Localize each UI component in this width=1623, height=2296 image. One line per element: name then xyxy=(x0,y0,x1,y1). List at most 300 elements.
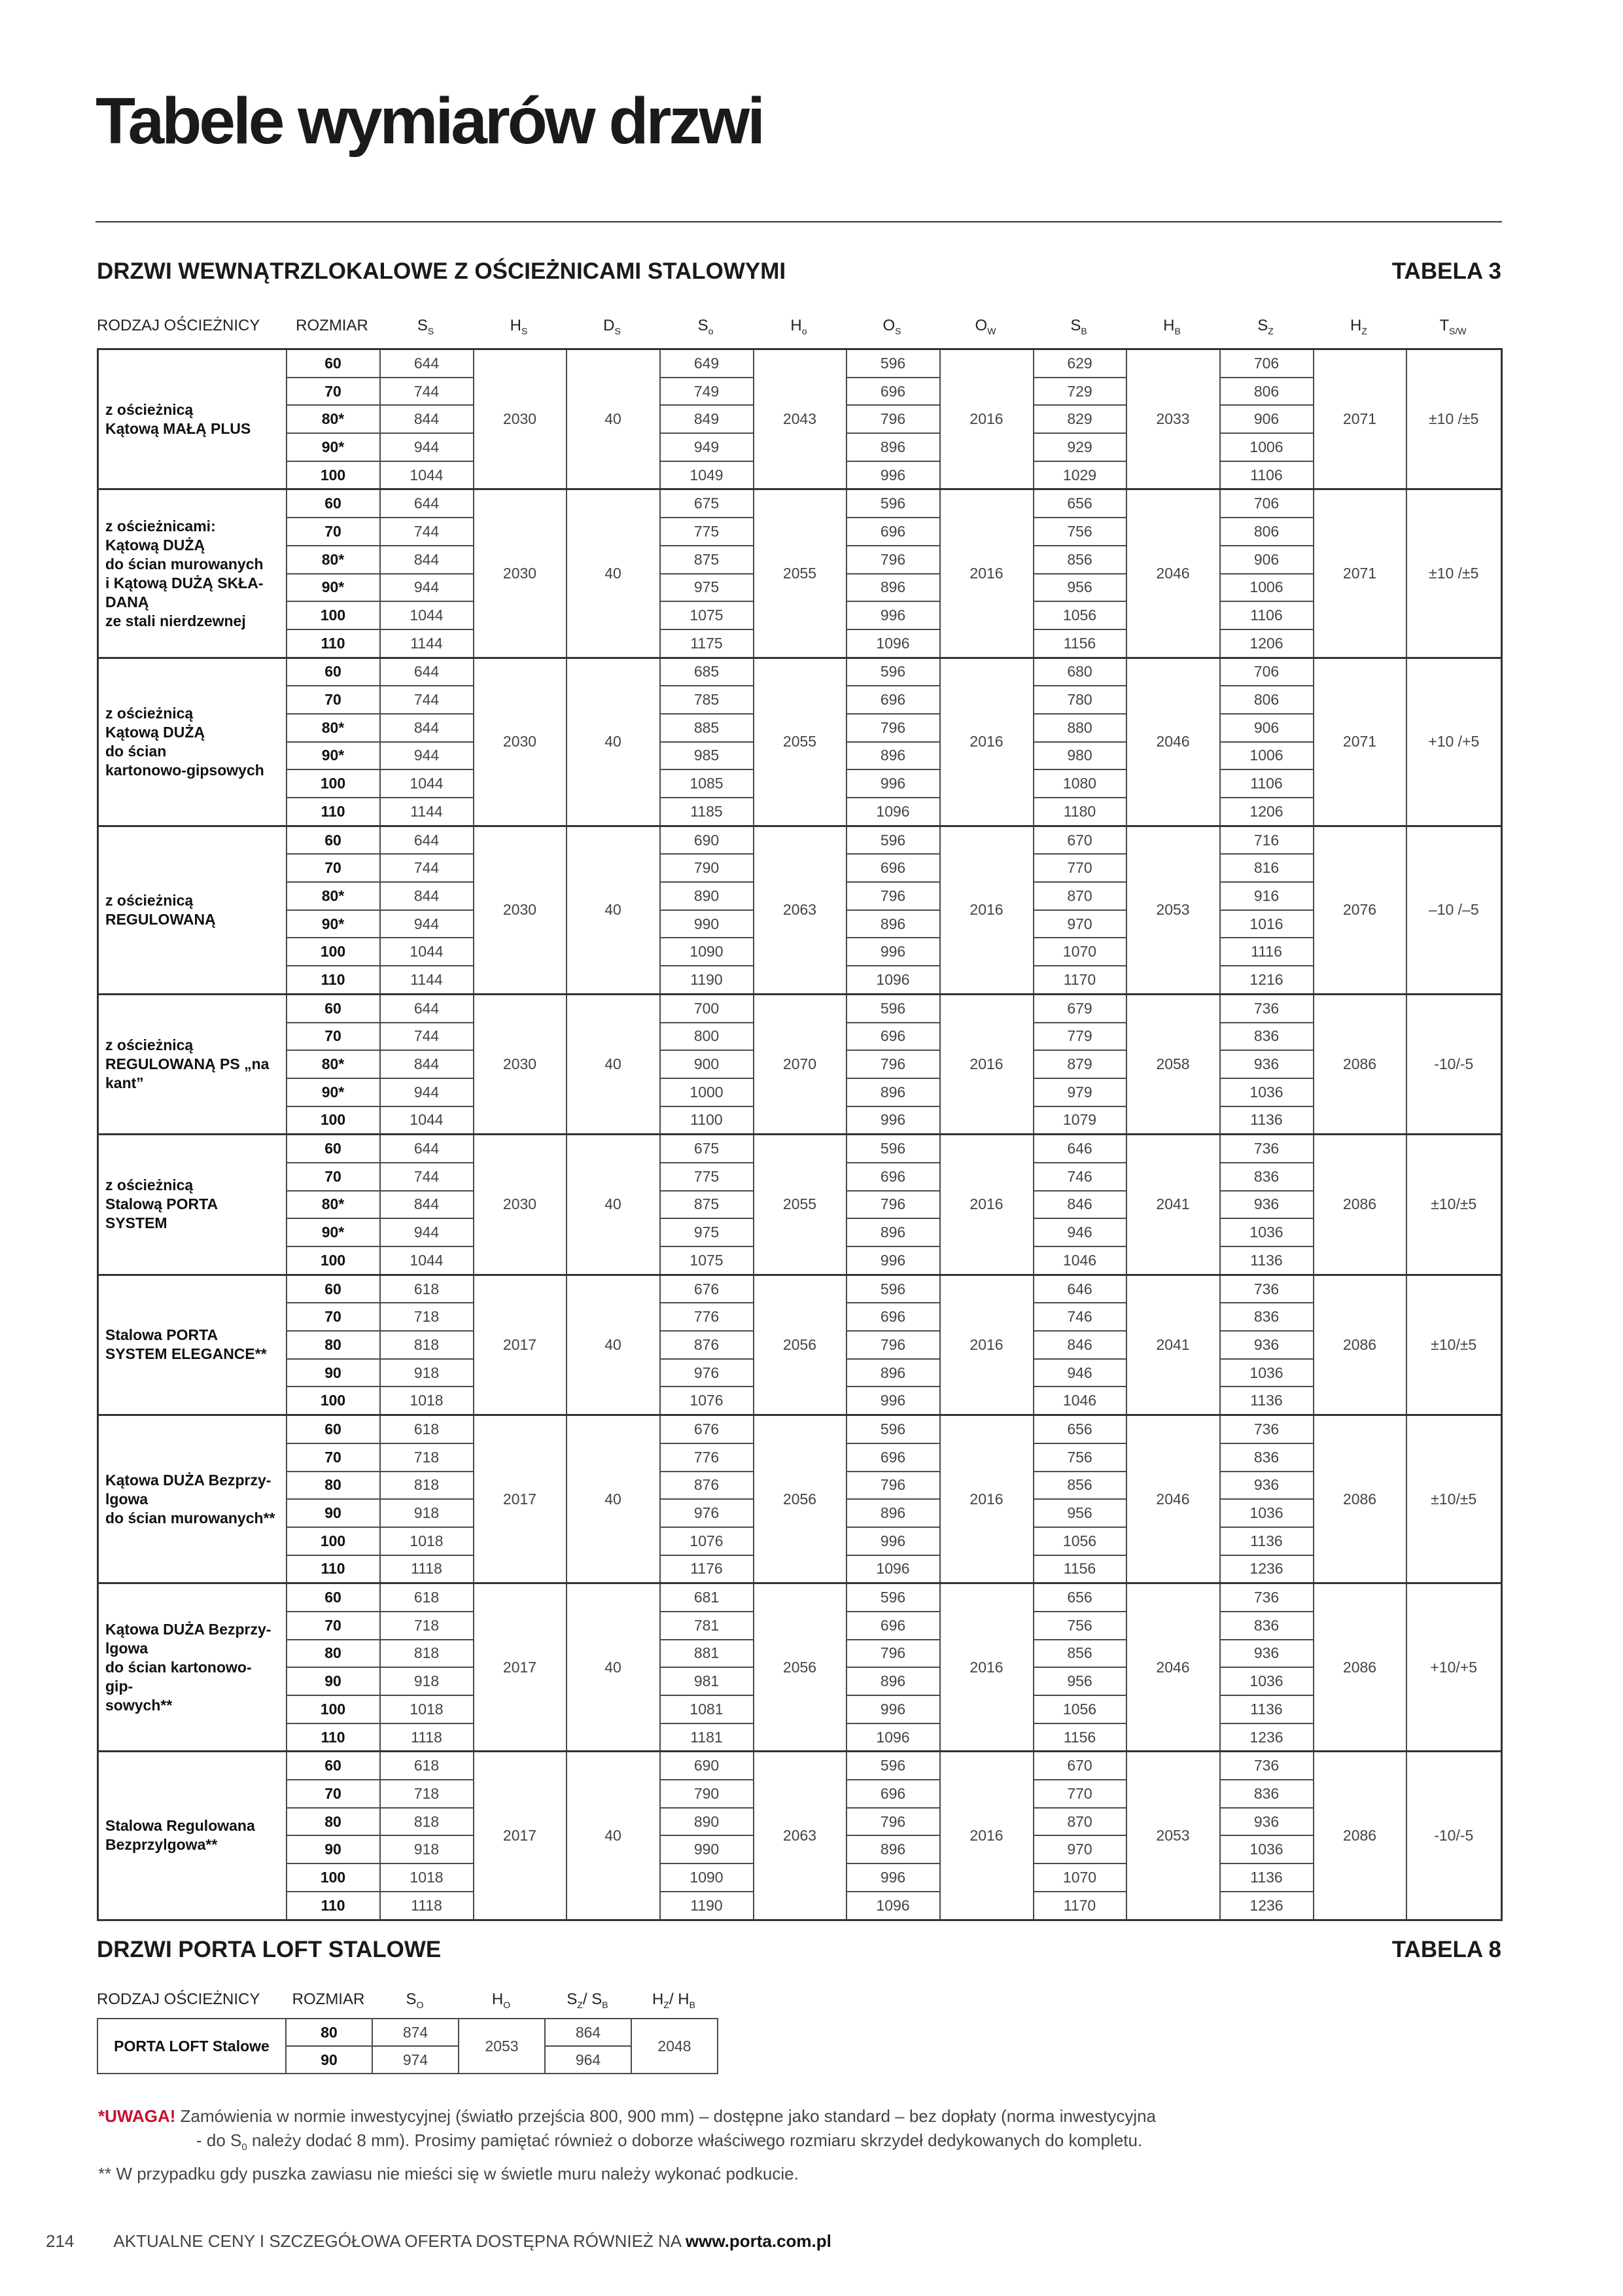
table-cell: 100 xyxy=(287,1527,380,1555)
header-main: D xyxy=(603,317,615,334)
table-cell: 80* xyxy=(287,1191,380,1219)
table-cell: 976 xyxy=(660,1499,754,1527)
table-cell: 90 xyxy=(287,1667,380,1695)
table-cell: 596 xyxy=(846,1583,940,1612)
table-cell: 90 xyxy=(287,1835,380,1863)
frame-type-label xyxy=(98,994,287,1134)
table-cell: 644 xyxy=(380,489,474,518)
frame-type-line: ze stali nierdzewnej xyxy=(105,612,246,629)
note-line2b: należy dodać 8 mm). Prosimy pamiętać również o doborze właściwego rozmiaru skrzydeł dedykowanych do kompletu. xyxy=(247,2130,1143,2150)
table-cell: 849 xyxy=(660,405,754,433)
table-cell: 818 xyxy=(380,1331,474,1359)
table-row xyxy=(97,2019,718,2046)
table-cell: 1036 xyxy=(1220,1835,1314,1863)
table-cell: 875 xyxy=(660,546,754,574)
title-divider xyxy=(96,221,1502,222)
table-cell: 1106 xyxy=(1220,461,1314,489)
note-line1: Zamówienia w normie inwestycyjnej (światło przejścia 800, 900 mm) – dostępne jako standard – bez dopłaty (norma inwestycyjna xyxy=(175,2106,1157,2126)
table-cell: 60 xyxy=(287,826,380,854)
table-cell: 696 xyxy=(846,1023,940,1051)
table-cell: 1044 xyxy=(380,1246,474,1275)
frame-type-line: do ścian murowanych** xyxy=(105,1509,275,1527)
table-row xyxy=(98,994,1502,1022)
table-cell: 90* xyxy=(287,1218,380,1246)
table-cell: 796 xyxy=(846,1191,940,1219)
table-cell: 2053 xyxy=(459,2019,545,2074)
table-cell: 906 xyxy=(1220,546,1314,574)
table-cell: 2053 xyxy=(1126,1752,1220,1920)
footer-link[interactable]: www.porta.com.pl xyxy=(685,2231,831,2251)
header-sub: S/W xyxy=(1449,325,1467,336)
table-cell: 718 xyxy=(380,1780,474,1808)
header-main: S xyxy=(417,317,428,334)
frame-type-line: REGULOWANĄ PS „na xyxy=(105,1055,270,1073)
table-cell: 1036 xyxy=(1220,1667,1314,1695)
table-cell: 918 xyxy=(380,1667,474,1695)
header-sub: O xyxy=(503,1999,511,2010)
table-cell: 870 xyxy=(1034,882,1126,910)
table3-col-header xyxy=(939,317,1032,336)
table-cell: 796 xyxy=(846,1640,940,1668)
table-cell: 596 xyxy=(846,994,940,1022)
table-cell: 706 xyxy=(1220,658,1314,686)
frame-type-line: sowych** xyxy=(105,1696,173,1714)
table-cell: 1016 xyxy=(1220,910,1314,938)
frame-type-label xyxy=(98,1415,287,1583)
table-cell: 596 xyxy=(846,489,940,518)
table-cell: 696 xyxy=(846,1780,940,1808)
table-row xyxy=(98,489,1502,518)
table3-col-header xyxy=(752,317,845,336)
table-cell: 718 xyxy=(380,1443,474,1472)
table-cell: 2063 xyxy=(754,826,846,994)
table-cell: 936 xyxy=(1220,1808,1314,1836)
table3 xyxy=(97,348,1503,1921)
table-cell: 100 xyxy=(287,461,380,489)
table-cell: 80 xyxy=(287,1808,380,1836)
table-cell: ±10 /±5 xyxy=(1406,489,1502,658)
table3-col-header xyxy=(659,317,752,336)
table-cell: 836 xyxy=(1220,1023,1314,1051)
table-cell: 40 xyxy=(567,1752,660,1920)
table-cell: 890 xyxy=(660,1808,754,1836)
header-main: H xyxy=(1163,317,1175,334)
table-cell: 2030 xyxy=(474,826,567,994)
table-cell: 2017 xyxy=(474,1275,567,1415)
table-cell: 746 xyxy=(1034,1303,1126,1331)
table-cell: 90 xyxy=(287,1499,380,1527)
table-cell: 770 xyxy=(1034,854,1126,882)
table-cell: 1006 xyxy=(1220,742,1314,770)
note-line2-sub: 0 xyxy=(241,2142,247,2153)
table-cell: 918 xyxy=(380,1359,474,1387)
table-cell: 749 xyxy=(660,378,754,406)
table-cell: 90* xyxy=(287,742,380,770)
table-cell: 80 xyxy=(287,1331,380,1359)
header-main: S xyxy=(1257,317,1268,334)
table-cell: 1096 xyxy=(846,629,940,658)
table-cell: 936 xyxy=(1220,1472,1314,1500)
table-cell: 596 xyxy=(846,1275,940,1303)
table-cell: 70 xyxy=(287,1303,380,1331)
table-cell: 1096 xyxy=(846,1723,940,1752)
table-cell: 100 xyxy=(287,601,380,629)
table-cell: 979 xyxy=(1034,1078,1126,1106)
table-cell: 2030 xyxy=(474,658,567,826)
table-cell: 2017 xyxy=(474,1752,567,1920)
table-cell: 1118 xyxy=(380,1555,474,1583)
table-cell: 818 xyxy=(380,1808,474,1836)
table-cell: 796 xyxy=(846,1050,940,1078)
table-cell: 1056 xyxy=(1034,601,1126,629)
table-cell: 110 xyxy=(287,1555,380,1583)
table-cell: 2058 xyxy=(1126,994,1220,1134)
header-sub: S xyxy=(895,325,901,336)
table-cell: 1118 xyxy=(380,1723,474,1752)
table-cell: 770 xyxy=(1034,1780,1126,1808)
table-cell: 744 xyxy=(380,686,474,714)
table-cell: 729 xyxy=(1034,378,1126,406)
table-cell: 2063 xyxy=(754,1752,846,1920)
header-main: S xyxy=(697,317,708,334)
table-cell: 870 xyxy=(1034,1808,1126,1836)
table-cell: 618 xyxy=(380,1583,474,1612)
page-footer xyxy=(46,2231,831,2252)
frame-type-line: Kątowa DUŻA Bezprzy- xyxy=(105,1471,271,1489)
table-cell: 744 xyxy=(380,854,474,882)
table-cell: 680 xyxy=(1034,658,1126,686)
table-cell: 696 xyxy=(846,378,940,406)
table-cell: 985 xyxy=(660,742,754,770)
table-cell: 879 xyxy=(1034,1050,1126,1078)
table-cell: 90* xyxy=(287,1078,380,1106)
header-sub: Z xyxy=(577,1999,583,2010)
table-cell: 918 xyxy=(380,1835,474,1863)
table-cell: 70 xyxy=(287,518,380,546)
table-cell: 2086 xyxy=(1314,1275,1406,1415)
table-cell: 1085 xyxy=(660,769,754,798)
header-sub: S xyxy=(614,325,621,336)
table-cell: 60 xyxy=(287,349,380,378)
frame-type-label xyxy=(98,489,287,658)
table3-col-header xyxy=(1032,317,1125,336)
header-main: RODZAJ OŚCIEŻNICY xyxy=(97,1990,260,2008)
table-cell: 696 xyxy=(846,518,940,546)
table-cell: 956 xyxy=(1034,1499,1126,1527)
table-cell: 736 xyxy=(1220,1135,1314,1163)
table-cell: 110 xyxy=(287,798,380,826)
header-main: RODZAJ OŚCIEŻNICY xyxy=(97,317,260,334)
table-cell: 1075 xyxy=(660,601,754,629)
table-cell: 736 xyxy=(1220,1752,1314,1780)
table-cell: 796 xyxy=(846,1472,940,1500)
table-cell: 746 xyxy=(1034,1163,1126,1191)
table-cell: 2016 xyxy=(940,349,1034,489)
table-cell: 744 xyxy=(380,1163,474,1191)
note-line2a: - do S xyxy=(196,2130,242,2150)
table-cell: 896 xyxy=(846,1218,940,1246)
table-cell: 1144 xyxy=(380,966,474,994)
table-cell: 110 xyxy=(287,966,380,994)
table-cell: 1136 xyxy=(1220,1386,1314,1415)
header-main: H xyxy=(652,1990,664,2008)
table-cell: 2046 xyxy=(1126,658,1220,826)
table-cell: 1156 xyxy=(1034,1555,1126,1583)
table-cell: 775 xyxy=(660,518,754,546)
table-cell: 1190 xyxy=(660,1892,754,1920)
header-main: O xyxy=(975,317,988,334)
header-main: S xyxy=(1070,317,1081,334)
table-cell: 844 xyxy=(380,1191,474,1219)
frame-type-line: kant” xyxy=(105,1074,144,1092)
table-cell: 796 xyxy=(846,546,940,574)
table-cell: 1170 xyxy=(1034,1892,1126,1920)
table-cell: 946 xyxy=(1034,1218,1126,1246)
frame-type-line: REGULOWANĄ xyxy=(105,910,216,928)
header-main: H xyxy=(790,317,802,334)
table-cell: 646 xyxy=(1034,1135,1126,1163)
table-cell: 644 xyxy=(380,994,474,1022)
table-cell: 996 xyxy=(846,1386,940,1415)
frame-type-label xyxy=(98,1752,287,1920)
page-number: 214 xyxy=(46,2231,75,2251)
table-cell: -10/-5 xyxy=(1406,1752,1502,1920)
table-cell: 874 xyxy=(372,2019,459,2046)
table-cell: 1136 xyxy=(1220,1106,1314,1135)
table-cell: 1056 xyxy=(1034,1527,1126,1555)
table-cell: 596 xyxy=(846,1415,940,1443)
table-cell: 1070 xyxy=(1034,938,1126,966)
table-cell: 806 xyxy=(1220,378,1314,406)
table-cell: 70 xyxy=(287,854,380,882)
header-sub: O xyxy=(416,1999,424,2010)
table-cell: 996 xyxy=(846,1246,940,1275)
table8-col-header xyxy=(372,1990,458,2010)
table-cell: 2056 xyxy=(754,1583,846,1752)
table-cell: 756 xyxy=(1034,1612,1126,1640)
note-uwaga xyxy=(98,2104,1156,2159)
table-cell: 876 xyxy=(660,1331,754,1359)
frame-type-line: z ościeżnicą xyxy=(105,1176,194,1194)
table-cell: 644 xyxy=(380,658,474,686)
table-cell: 629 xyxy=(1034,349,1126,378)
table-cell: 944 xyxy=(380,1078,474,1106)
frame-type-line: SYSTEM ELEGANCE** xyxy=(105,1345,267,1363)
table-cell: 936 xyxy=(1220,1331,1314,1359)
table3-col-header xyxy=(1405,317,1501,336)
table-cell: ±10 /±5 xyxy=(1406,349,1502,489)
table-cell: 718 xyxy=(380,1303,474,1331)
table-cell: 1096 xyxy=(846,798,940,826)
table-cell: 736 xyxy=(1220,994,1314,1022)
table-row xyxy=(98,826,1502,854)
table-cell: 936 xyxy=(1220,1050,1314,1078)
table-cell: 40 xyxy=(567,349,660,489)
table-cell: 2041 xyxy=(1126,1275,1220,1415)
table-cell: 2016 xyxy=(940,1135,1034,1275)
table-cell: 2071 xyxy=(1314,489,1406,658)
table-cell: 80* xyxy=(287,405,380,433)
table-cell: 1044 xyxy=(380,769,474,798)
table-cell: 885 xyxy=(660,714,754,742)
table-cell: 1056 xyxy=(1034,1695,1126,1723)
table-cell: 956 xyxy=(1034,574,1126,602)
table-row xyxy=(98,349,1502,378)
table-cell: 80 xyxy=(287,1472,380,1500)
table-cell: 2086 xyxy=(1314,1415,1406,1583)
table-cell: 60 xyxy=(287,1275,380,1303)
table-cell: 736 xyxy=(1220,1275,1314,1303)
table-row xyxy=(98,1415,1502,1443)
table-cell: 1185 xyxy=(660,798,754,826)
table-cell: 696 xyxy=(846,1163,940,1191)
header-main: H xyxy=(491,1990,504,2008)
table-cell: 1181 xyxy=(660,1723,754,1752)
table-cell: 718 xyxy=(380,1612,474,1640)
table-cell: 1076 xyxy=(660,1386,754,1415)
table-cell: 2016 xyxy=(940,1583,1034,1752)
table-cell: 1080 xyxy=(1034,769,1126,798)
table-cell: 944 xyxy=(380,433,474,461)
table-cell: 829 xyxy=(1034,405,1126,433)
table-cell: 880 xyxy=(1034,714,1126,742)
table-cell: 100 xyxy=(287,1386,380,1415)
header-sub: B xyxy=(1174,325,1181,336)
table-cell: 906 xyxy=(1220,405,1314,433)
table-cell: 2055 xyxy=(754,1135,846,1275)
table-cell: 785 xyxy=(660,686,754,714)
table-cell: 981 xyxy=(660,1667,754,1695)
table-cell: 996 xyxy=(846,1527,940,1555)
header-main: S xyxy=(567,1990,578,2008)
table-cell: 974 xyxy=(372,2046,459,2074)
header-main: ROZMIAR xyxy=(292,1990,365,2008)
table-cell: 2041 xyxy=(1126,1135,1220,1275)
table-cell: 2086 xyxy=(1314,1752,1406,1920)
frame-type-label xyxy=(98,1275,287,1415)
frame-type-line: Kątową MAŁĄ PLUS xyxy=(105,419,251,437)
table-cell: 1036 xyxy=(1220,1359,1314,1387)
table-cell: 1076 xyxy=(660,1527,754,1555)
table-cell: 2016 xyxy=(940,1415,1034,1583)
table-cell: 1100 xyxy=(660,1106,754,1135)
table-cell: 60 xyxy=(287,489,380,518)
table-cell: 936 xyxy=(1220,1640,1314,1668)
table-cell: 1136 xyxy=(1220,1527,1314,1555)
table-cell: 40 xyxy=(567,1275,660,1415)
table-cell: 1070 xyxy=(1034,1863,1126,1892)
table-cell: 896 xyxy=(846,910,940,938)
table-cell: 2070 xyxy=(754,994,846,1134)
header-main: O xyxy=(882,317,896,334)
table-cell: 1018 xyxy=(380,1527,474,1555)
table-row xyxy=(98,1583,1502,1612)
table-cell: 844 xyxy=(380,546,474,574)
header-sub: Z xyxy=(1268,325,1274,336)
table-cell: 896 xyxy=(846,574,940,602)
table-cell: 800 xyxy=(660,1023,754,1051)
table-cell: 1036 xyxy=(1220,1218,1314,1246)
table-cell: 70 xyxy=(287,1443,380,1472)
table-cell: 900 xyxy=(660,1050,754,1078)
table3-col-header xyxy=(1125,317,1219,336)
table-cell: 975 xyxy=(660,1218,754,1246)
table-cell: 756 xyxy=(1034,518,1126,546)
table-cell: 1049 xyxy=(660,461,754,489)
table-cell: 1096 xyxy=(846,1555,940,1583)
header-sub: o xyxy=(801,325,807,336)
table-cell: 2030 xyxy=(474,994,567,1134)
table-cell: 1036 xyxy=(1220,1078,1314,1106)
table-cell: 1096 xyxy=(846,966,940,994)
table-cell: 676 xyxy=(660,1275,754,1303)
table-cell: 996 xyxy=(846,1863,940,1892)
table-cell: 1046 xyxy=(1034,1386,1126,1415)
table-cell: 956 xyxy=(1034,1667,1126,1695)
table-cell: 100 xyxy=(287,769,380,798)
table-cell: 1044 xyxy=(380,938,474,966)
table-cell: 1000 xyxy=(660,1078,754,1106)
table-cell: 1044 xyxy=(380,1106,474,1135)
table-cell: 896 xyxy=(846,1667,940,1695)
table-cell: 780 xyxy=(1034,686,1126,714)
table-cell: 796 xyxy=(846,405,940,433)
table-cell: 2016 xyxy=(940,658,1034,826)
table-cell: 1136 xyxy=(1220,1246,1314,1275)
table-cell: 796 xyxy=(846,1808,940,1836)
table-cell: 70 xyxy=(287,1780,380,1808)
table-cell: 944 xyxy=(380,742,474,770)
table-cell: 1144 xyxy=(380,629,474,658)
frame-type-line: z ościeżnicą xyxy=(105,704,194,722)
table-cell: 896 xyxy=(846,1359,940,1387)
table-cell: 90* xyxy=(287,910,380,938)
table-cell: 836 xyxy=(1220,1303,1314,1331)
table-cell: 1081 xyxy=(660,1695,754,1723)
table-cell: 100 xyxy=(287,1246,380,1275)
table8-col-header xyxy=(458,1990,544,2010)
table-cell: 60 xyxy=(287,1752,380,1780)
table-cell: +10 /+5 xyxy=(1406,658,1502,826)
table-cell: 996 xyxy=(846,1695,940,1723)
table-cell: 2048 xyxy=(631,2019,718,2074)
table-cell: 700 xyxy=(660,994,754,1022)
table-cell: 2055 xyxy=(754,489,846,658)
table-cell: 1018 xyxy=(380,1863,474,1892)
header-main: T xyxy=(1439,317,1450,334)
table-cell: 716 xyxy=(1220,826,1314,854)
table-cell: 706 xyxy=(1220,489,1314,518)
table3-col-header xyxy=(845,317,939,336)
table-cell: 796 xyxy=(846,714,940,742)
table-cell: 1096 xyxy=(846,1892,940,1920)
table3-col-header xyxy=(472,317,565,336)
table-cell: 2046 xyxy=(1126,1583,1220,1752)
table-cell: 890 xyxy=(660,882,754,910)
table3-tag: TABELA 3 xyxy=(1391,258,1501,284)
header-sub: B xyxy=(1081,325,1087,336)
table-cell: 1170 xyxy=(1034,966,1126,994)
table-cell: 80 xyxy=(287,1640,380,1668)
table-cell: 929 xyxy=(1034,433,1126,461)
table-cell: 2030 xyxy=(474,489,567,658)
table-cell: 706 xyxy=(1220,349,1314,378)
table-cell: 2016 xyxy=(940,994,1034,1134)
table-cell: 856 xyxy=(1034,546,1126,574)
table-cell: 918 xyxy=(380,1499,474,1527)
table-cell: ±10/±5 xyxy=(1406,1415,1502,1583)
table3-col-header xyxy=(1219,317,1312,336)
